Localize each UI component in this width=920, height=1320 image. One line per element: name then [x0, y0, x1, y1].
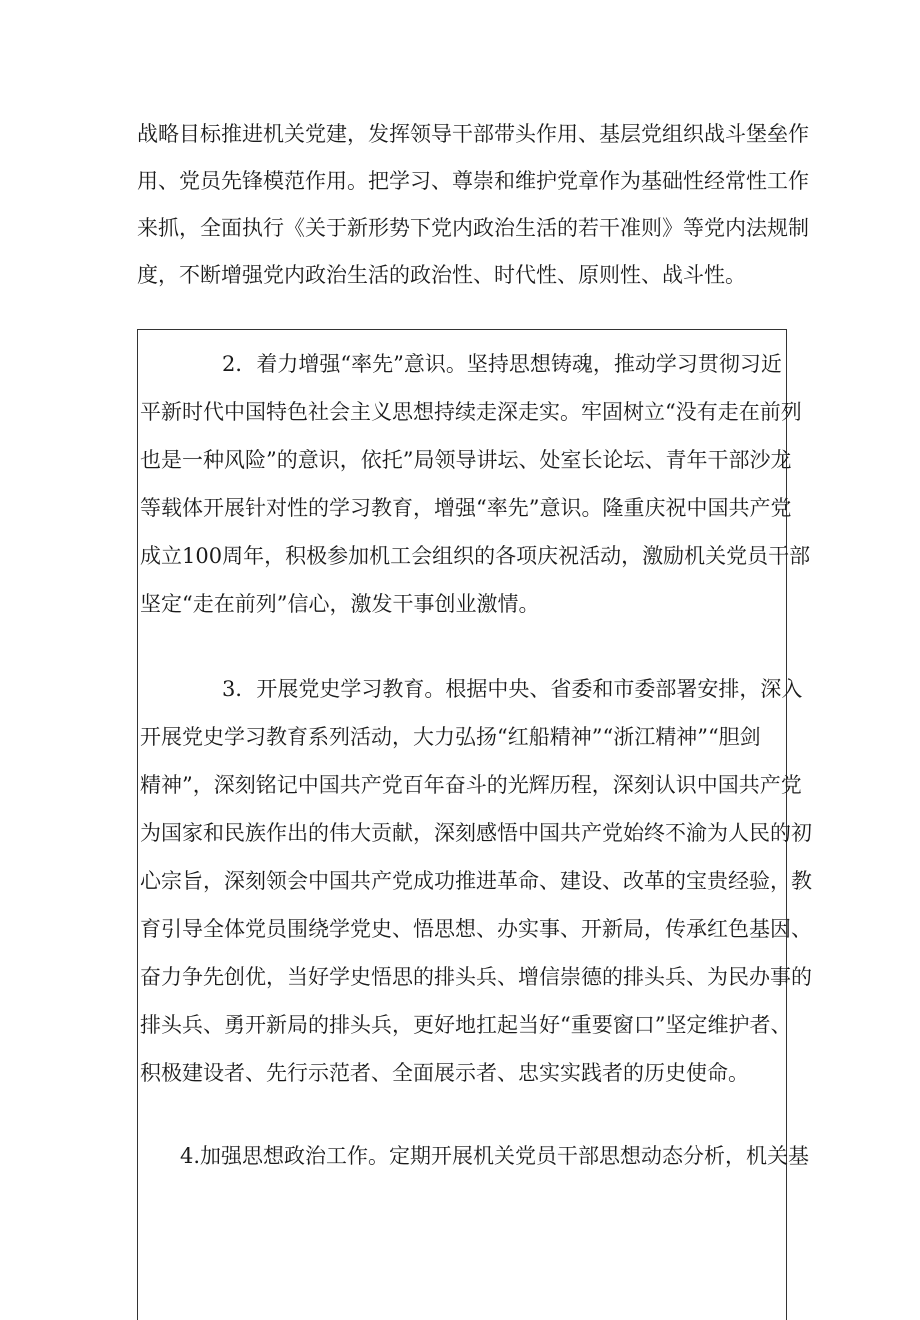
- section-3-line-5: 心宗旨，深刻领会中国共产党成功推进革命、建设、改革的宝贵经验，教: [140, 869, 812, 893]
- section-2-line-5: 成立100周年，积极参加机工会组织的各项庆祝活动，激励机关党员干部: [140, 544, 811, 568]
- intro-line-2: 用、党员先锋模范作用。把学习、尊崇和维护党章作为基础性经常性工作: [137, 169, 809, 193]
- section-4-line-1: 4.加强思想政治工作。定期开展机关党员干部思想动态分析，机关基: [180, 1144, 810, 1168]
- intro-line-4: 度，不断增强党内政治生活的政治性、时代性、原则性、战斗性。: [137, 263, 746, 287]
- section-3-line-8: 排头兵、勇开新局的排头兵，更好地扛起当好“重要窗口”坚定维护者、: [140, 1013, 792, 1037]
- section-3-line-7: 奋力争先创优，当好学史悟思的排头兵、增信崇德的排头兵、为民办事的: [140, 965, 812, 989]
- section-2-line-4: 等载体开展针对性的学习教育，增强“率先”意识。隆重庆祝中国共产党: [140, 496, 792, 520]
- section-3-line-2: 开展党史学习教育系列活动，大力弘扬“红船精神”“浙江精神”“胆剑: [140, 725, 761, 749]
- section-3-line-1: 3．开展党史学习教育。根据中央、省委和市委部署安排，深入: [222, 677, 803, 701]
- section-2-line-3: 也是一种风险”的意识，依托”局领导讲坛、处室长论坛、青年干部沙龙: [140, 448, 792, 472]
- section-2-line-6: 坚定“走在前列”信心，激发干事创业激情。: [140, 592, 540, 616]
- intro-line-3: 来抓，全面执行《关于新形势下党内政治生活的若干准则》等党内法规制: [137, 216, 809, 240]
- section-3-line-3: 精神”，深刻铭记中国共产党百年奋斗的光辉历程，深刻认识中国共产党: [140, 773, 802, 797]
- section-2-line-1: 2．着力增强“率先”意识。坚持思想铸魂，推动学习贯彻习近: [222, 352, 782, 376]
- section-3-line-6: 育引导全体党员围绕学党史、悟思想、办实事、开新局，传承红色基因、: [140, 917, 812, 941]
- section-3-line-9: 积极建设者、先行示范者、全面展示者、忠实实践者的历史使命。: [140, 1061, 749, 1085]
- section-3-line-4: 为国家和民族作出的伟大贡献，深刻感悟中国共产党始终不渝为人民的初: [140, 821, 812, 845]
- section-2-line-2: 平新时代中国特色社会主义思想持续走深走实。牢固树立“没有走在前列: [140, 400, 802, 424]
- intro-line-1: 战略目标推进机关党建，发挥领导干部带头作用、基层党组织战斗堡垒作: [137, 122, 809, 146]
